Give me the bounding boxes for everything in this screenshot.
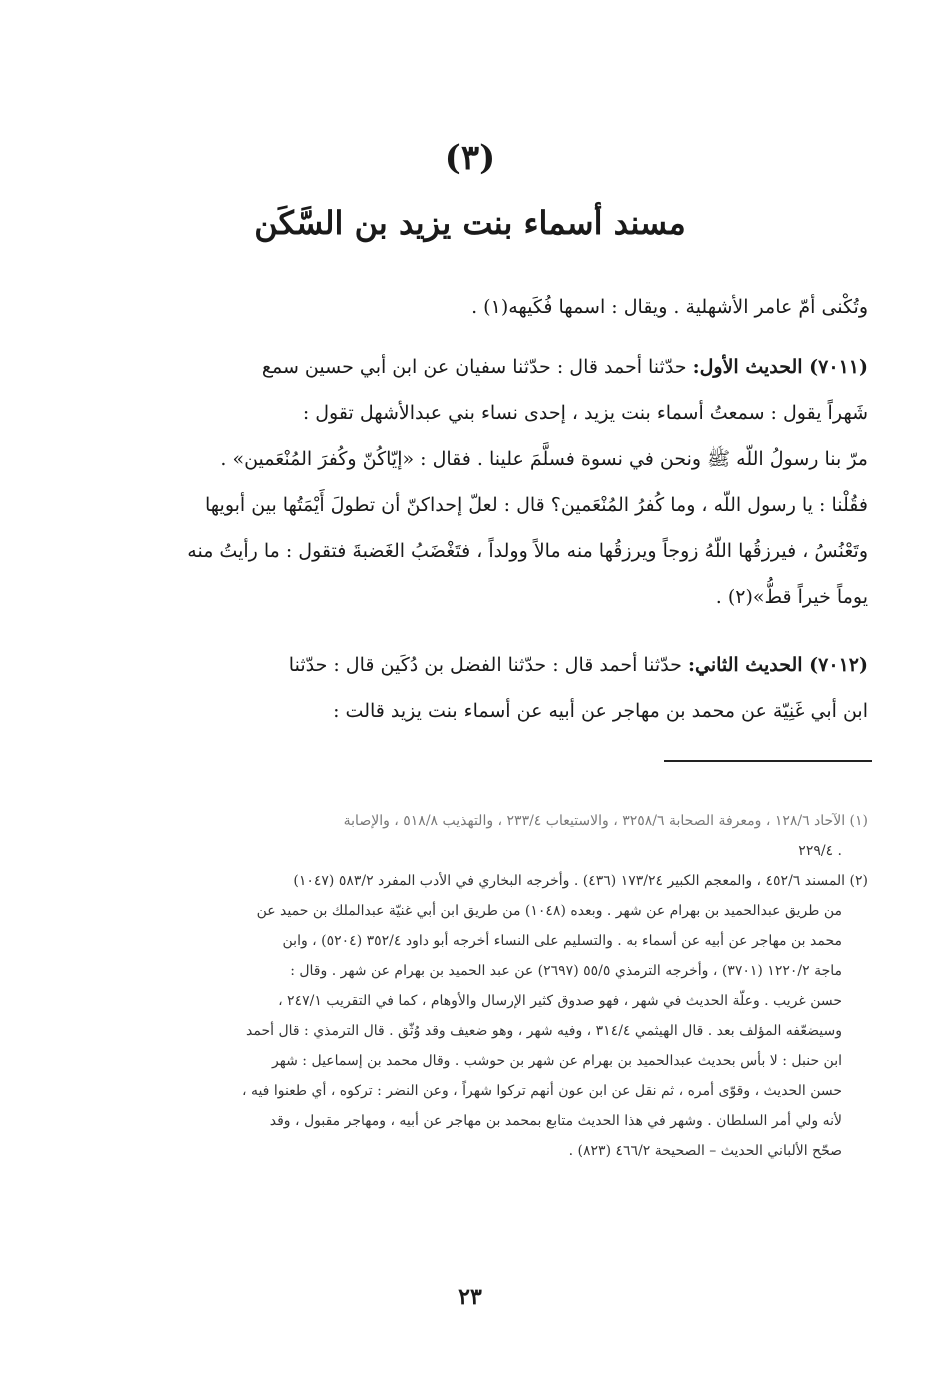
- hadith-7011-label: (٧٠١١) الحديث الأول:: [692, 356, 868, 378]
- hadith-7012-text-1: حدّثنا أحمد قال : حدّثنا الفضل بن دُكَين قال : حدّثنا: [288, 654, 682, 676]
- footnote-2-line-3: محمد بن مهاجر عن أبيه عن أسماء به . والتسليم على النساء أخرجه أبو داود ٣٥٢/٤ (٥٢٠٤) ، وابن: [282, 933, 842, 949]
- chapter-title: مسند أسماء بنت يزيد بن السَّكَن: [254, 204, 686, 242]
- footnote-2-line-2: من طريق عبدالحميد بن بهرام عن شهر . وبعده (١٠٤٨) من طريق ابن أبي غنيّة عبدالملك بن حميد عن: [256, 903, 842, 919]
- intro-paragraph: [100, 284, 868, 330]
- section-number: (٣): [444, 138, 496, 178]
- hadith-7011-line-4: فقُلْنا : يا رسول اللّه ، وما كُفرُ المُنْعَمين؟ قال : لعلّ إحداكنّ أن تطولَ أَيْمَتُها بين أبويها: [204, 494, 868, 516]
- hadith-7011-line-2: شَهراً يقول : سمعتُ أسماء بنت يزيد ، إحدى نساء بني عبدالأشهل تقول :: [302, 402, 868, 424]
- footnote-1-line-1: (١) الآحاد ١٢٨/٦ ، ومعرفة الصحابة ٣٢٥٨/٦ ، والاستيعاب ٢٣٣/٤ ، والتهذيب ٥١٨/٨ ، والإصابة: [343, 813, 868, 829]
- footnote-2-line-1: (٢) المسند ٤٥٢/٦ ، والمعجم الكبير ١٧٣/٢٤ (٤٣٦) . وأخرجه البخاري في الأدب المفرد ٥٨٣/٢ (١٠٤٧): [293, 873, 868, 889]
- hadith-7011-line-6: يوماً خيراً قطُّ»(٢) .: [715, 586, 868, 608]
- hadith-7012-line-2: ابن أبي غَنِيّة عن محمد بن مهاجر عن أبيه عن أسماء بنت يزيد قالت :: [333, 700, 868, 722]
- footnote-2-line-7: ابن حنبل : لا بأس بحديث عبدالحميد بن بهرام عن شهر بن حوشب . وقال محمد بن إسماعيل : شهر: [271, 1053, 842, 1069]
- footnote-2-line-5: حسن غريب . وعلّة الحديث في شهر ، فهو صدوق كثير الإرسال والأوهام ، كما في التقريب ٢٤٧/١ ،: [278, 993, 842, 1009]
- hadith-7012-label: (٧٠١٢) الحديث الثاني:: [687, 654, 868, 676]
- footnote-2-line-4: ماجة ١٢٢٠/٢ (٣٧٠١) ، وأخرجه الترمذي ٥٥/٥ (٢٦٩٧) عن عبد الحميد بن بهرام عن شهر . وقال :: [290, 963, 842, 979]
- hadith-7011-text-1: حدّثنا أحمد قال : حدّثنا سفيان عن ابن أبي حسين سمع: [261, 356, 687, 378]
- footnote-2-line-8: حسن الحديث ، وقوّى أمره ، ثم نقل عن ابن عون أنهم تركوا شهراً ، وعن النضر : تركوه ، أي طعنوا فيه ،: [241, 1083, 842, 1099]
- intro-line: وتُكْنى أمّ عامر الأشهلية . ويقال : اسمها فُكَيهه(١) .: [471, 296, 868, 318]
- hadith-7012: [100, 642, 868, 734]
- hadith-7012-line-1: [100, 642, 868, 688]
- footnote-2-line-6: وسيضعّفه المؤلف بعد . قال الهيثمي ٣١٤/٤ ، وفيه شهر ، وهو ضعيف وقد وُثّق . قال الترمذي : قال أحمد: [246, 1023, 842, 1039]
- hadith-7011-line-1: [100, 344, 868, 390]
- footnote-2-line-10: صحّح الألباني الحديث – الصحيحة ٤٦٦/٢ (٨٢٣) .: [568, 1143, 842, 1159]
- hadith-7011: [100, 344, 868, 620]
- footnote-divider: [664, 760, 872, 762]
- page-number: ٢٣: [458, 1284, 482, 1310]
- hadith-7011-line-3: مرّ بنا رسولُ اللّه ﷺ ونحن في نسوة فسلَّمَ علينا . فقال : «إيّاكُنّ وكُفرَ المُنْعَمين» .: [220, 448, 868, 470]
- footnote-2-line-9: لأنه ولي أمر السلطان . وشهر في هذا الحديث متابع بمحمد بن مهاجر عن أبيه ، ومهاجر مقبول ، وقد: [269, 1113, 842, 1129]
- footnote-1-line-2: . ٢٢٩/٤: [798, 843, 842, 859]
- footnotes: [100, 806, 868, 1166]
- hadith-7011-line-5: وتَعْنُسُ ، فيرزقُها اللّهُ زوجاً ويرزقُها منه مالاً وولداً ، فتَغْضَبُ الغَضبةَ فتقول : ما رأيتُ منه: [187, 540, 868, 562]
